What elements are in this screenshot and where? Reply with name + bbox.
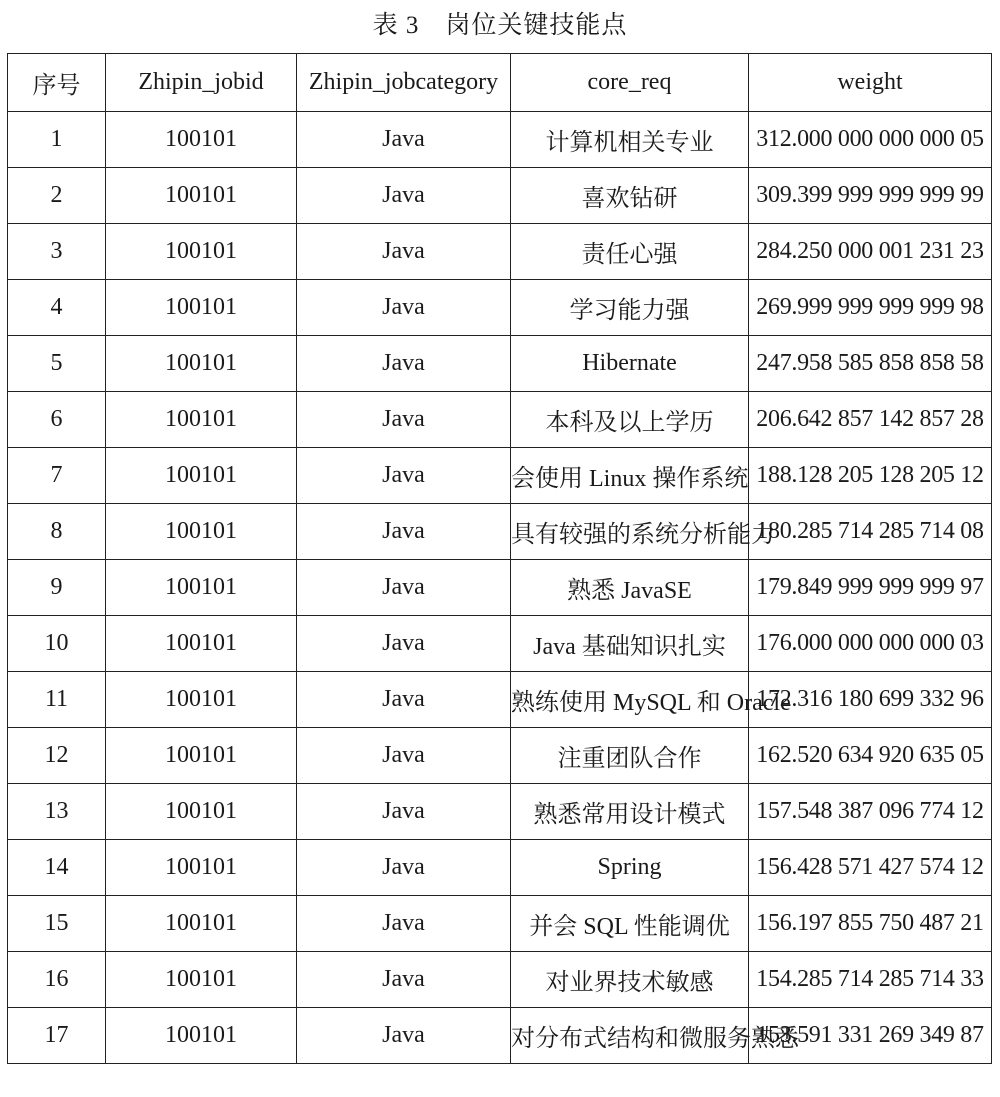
cell-weight: 156.197 855 750 487 21 <box>749 896 992 952</box>
cell-core-req: 计算机相关专业 <box>511 112 749 168</box>
cell-index: 11 <box>8 672 106 728</box>
cell-index: 8 <box>8 504 106 560</box>
table-row <box>8 560 992 616</box>
cell-weight: 157.548 387 096 774 12 <box>749 784 992 840</box>
cell-jobid: 100101 <box>106 784 297 840</box>
cell-core-req: 具有较强的系统分析能力 <box>511 504 749 560</box>
table-row <box>8 336 992 392</box>
column-header-jobcategory: Zhipin_jobcategory <box>297 54 511 112</box>
cell-weight: 284.250 000 001 231 23 <box>749 224 992 280</box>
cell-index: 13 <box>8 784 106 840</box>
cell-jobid: 100101 <box>106 672 297 728</box>
cell-core-req: 本科及以上学历 <box>511 392 749 448</box>
cell-jobcategory: Java <box>297 840 511 896</box>
column-header-weight: weight <box>749 54 992 112</box>
cell-jobcategory: Java <box>297 952 511 1008</box>
cell-core-req: 喜欢钻研 <box>511 168 749 224</box>
cell-jobcategory: Java <box>297 504 511 560</box>
cell-weight: 206.642 857 142 857 28 <box>749 392 992 448</box>
column-header-jobid: Zhipin_jobid <box>106 54 297 112</box>
cell-jobid: 100101 <box>106 168 297 224</box>
cell-jobid: 100101 <box>106 112 297 168</box>
cell-jobid: 100101 <box>106 448 297 504</box>
cell-weight: 312.000 000 000 000 05 <box>749 112 992 168</box>
cell-jobcategory: Java <box>297 280 511 336</box>
cell-jobcategory: Java <box>297 336 511 392</box>
cell-jobid: 100101 <box>106 392 297 448</box>
cell-jobid: 100101 <box>106 560 297 616</box>
cell-jobcategory: Java <box>297 448 511 504</box>
cell-weight: 162.520 634 920 635 05 <box>749 728 992 784</box>
table-row <box>8 504 992 560</box>
cell-core-req: 熟悉 JavaSE <box>511 560 749 616</box>
cell-core-req: Java 基础知识扎实 <box>511 616 749 672</box>
cell-core-req: 并会 SQL 性能调优 <box>511 896 749 952</box>
cell-core-req: 注重团队合作 <box>511 728 749 784</box>
cell-index: 16 <box>8 952 106 1008</box>
cell-jobid: 100101 <box>106 840 297 896</box>
table-row <box>8 112 992 168</box>
cell-jobcategory: Java <box>297 112 511 168</box>
column-header-index: 序号 <box>8 54 106 112</box>
cell-jobcategory: Java <box>297 896 511 952</box>
table-row <box>8 280 992 336</box>
cell-jobcategory: Java <box>297 784 511 840</box>
table-row <box>8 896 992 952</box>
skills-table <box>7 53 992 1064</box>
cell-jobid: 100101 <box>106 896 297 952</box>
table-row <box>8 952 992 1008</box>
cell-index: 9 <box>8 560 106 616</box>
cell-index: 17 <box>8 1008 106 1064</box>
cell-jobid: 100101 <box>106 224 297 280</box>
cell-jobcategory: Java <box>297 1008 511 1064</box>
table-row <box>8 672 992 728</box>
cell-index: 14 <box>8 840 106 896</box>
cell-core-req: 学习能力强 <box>511 280 749 336</box>
cell-index: 15 <box>8 896 106 952</box>
table-body <box>8 112 992 1064</box>
cell-index: 6 <box>8 392 106 448</box>
cell-core-req: 会使用 Linux 操作系统 <box>511 448 749 504</box>
cell-weight: 247.958 585 858 858 58 <box>749 336 992 392</box>
cell-jobcategory: Java <box>297 392 511 448</box>
table-row <box>8 784 992 840</box>
cell-jobid: 100101 <box>106 504 297 560</box>
cell-index: 10 <box>8 616 106 672</box>
cell-weight: 269.999 999 999 999 98 <box>749 280 992 336</box>
cell-index: 1 <box>8 112 106 168</box>
table-row <box>8 168 992 224</box>
cell-core-req: Spring <box>511 840 749 896</box>
cell-jobcategory: Java <box>297 728 511 784</box>
cell-weight: 172.316 180 699 332 96 <box>749 672 992 728</box>
cell-weight: 156.428 571 427 574 12 <box>749 840 992 896</box>
cell-weight: 309.399 999 999 999 99 <box>749 168 992 224</box>
table-caption: 表 3 岗位关键技能点 <box>372 12 628 39</box>
cell-weight: 153.591 331 269 349 87 <box>749 1008 992 1064</box>
cell-jobid: 100101 <box>106 728 297 784</box>
table-row <box>8 728 992 784</box>
cell-weight: 179.849 999 999 999 97 <box>749 560 992 616</box>
cell-core-req: 对分布式结构和微服务熟悉 <box>511 1008 749 1064</box>
cell-weight: 176.000 000 000 000 03 <box>749 616 992 672</box>
cell-index: 5 <box>8 336 106 392</box>
cell-jobid: 100101 <box>106 952 297 1008</box>
table-row <box>8 448 992 504</box>
table-row <box>8 616 992 672</box>
cell-index: 2 <box>8 168 106 224</box>
cell-core-req: 对业界技术敏感 <box>511 952 749 1008</box>
cell-jobcategory: Java <box>297 616 511 672</box>
cell-core-req: Hibernate <box>511 336 749 392</box>
cell-weight: 188.128 205 128 205 12 <box>749 448 992 504</box>
table-row <box>8 224 992 280</box>
cell-weight: 180.285 714 285 714 08 <box>749 504 992 560</box>
table-header-row <box>8 54 992 112</box>
table-row <box>8 840 992 896</box>
cell-index: 12 <box>8 728 106 784</box>
cell-index: 7 <box>8 448 106 504</box>
cell-jobcategory: Java <box>297 672 511 728</box>
cell-index: 4 <box>8 280 106 336</box>
cell-weight: 154.285 714 285 714 33 <box>749 952 992 1008</box>
table-row <box>8 392 992 448</box>
cell-index: 3 <box>8 224 106 280</box>
table-row <box>8 1008 992 1064</box>
cell-jobcategory: Java <box>297 224 511 280</box>
cell-core-req: 熟练使用 MySQL 和 Oracle <box>511 672 749 728</box>
cell-jobcategory: Java <box>297 168 511 224</box>
cell-core-req: 熟悉常用设计模式 <box>511 784 749 840</box>
cell-jobid: 100101 <box>106 1008 297 1064</box>
cell-jobid: 100101 <box>106 616 297 672</box>
cell-jobcategory: Java <box>297 560 511 616</box>
cell-jobid: 100101 <box>106 336 297 392</box>
column-header-core-req: core_req <box>511 54 749 112</box>
cell-jobid: 100101 <box>106 280 297 336</box>
cell-core-req: 责任心强 <box>511 224 749 280</box>
